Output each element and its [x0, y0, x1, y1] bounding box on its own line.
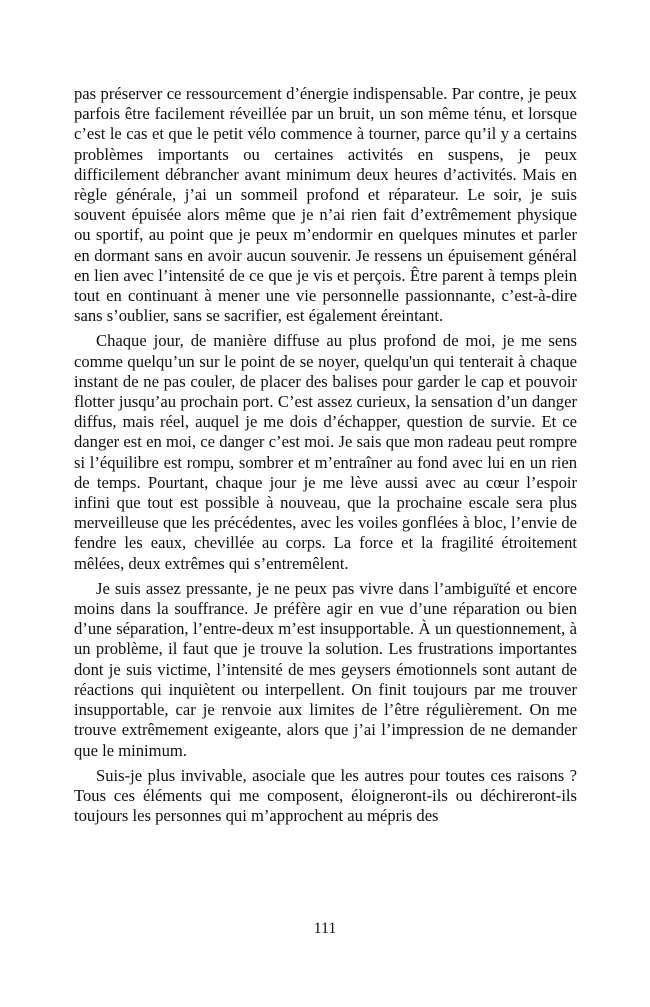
body-text [74, 84, 577, 831]
paragraph-2: Chaque jour, de manière diffuse au plus profond de moi, je me sens comme quelqu’un sur le point de se noyer, quelqu'un qui tenterait à chaque instant de ne pas couler, de placer des balises pour garder le cap et pouvoir flotter jusqu’au prochain port. C’est assez curieux, la sensation d’un danger diffus, mais réel, auquel je me dois d’échapper, question de survie. Et ce danger est en moi, ce danger c’est moi. Je sais que mon radeau peut rompre si l’équilibre est rompu, sombrer et m’entraîner au fond avec lui en un rien de temps. Pourtant, chaque jour je me lève aussi avec au cœur l’espoir infini que tout est possible à nouveau, que la prochaine escale sera plus merveilleuse que les précédentes, avec les voiles gonflées à bloc, l’envie de fendre les eaux, chevillée au corps. La force et la fragilité étroitement mêlées, deux extrêmes qui s’entremêlent. [74, 331, 577, 573]
paragraph-3: Je suis assez pressante, je ne peux pas vivre dans l’ambiguïté et encore moins dans la souffrance. Je préfère agir en vue d’une réparation ou bien d’une séparation, l’entre-deux m’est insupportable. À un questionnement, à un problème, il faut que je trouve la solution. Les frustrations importantes dont je suis victime, l’intensité de mes geysers émotionnels sont autant de réactions qui inquiètent ou interpellent. On finit toujours par me trouver insupportable, car je renvoie aux limites de l’être régulièrement. On me trouve extrêmement exigeante, alors que j’ai l’impression de ne demander que le minimum. [74, 578, 577, 760]
paragraph-4: Suis-je plus invivable, asociale que les autres pour toutes ces raisons ? Tous ces éléments qui me composent, éloigneront-ils ou déchireront-ils toujours les personnes qui m’approchent au mépris des [74, 765, 577, 826]
page-number: 111 [313, 920, 337, 937]
paragraph-1: pas préserver ce ressourcement d’énergie indispensable. Par contre, je peux parfois être facilement réveillée par un bruit, un son même ténu, et lorsque c’est le cas et que le petit vélo commence à tourner, parce qu’il y a certains problèmes importants ou certaines activités en suspens, je peux difficilement débrancher avant minimum deux heures d’activités. Mais en règle générale, j’ai un sommeil profond et réparateur. Le soir, je suis souvent épuisée alors même que je n’ai rien fait d’extrêmement physique ou sportif, au point que je peux m’endormir en quelques minutes et parler en dormant sans en avoir aucun souvenir. Je ressens un épuisement général en lien avec l’intensité de ce que je vis et perçois. Être parent à temps plein tout en continuant à mener une vie personnelle passionnante, c’est-à-dire sans s’oublier, sans se sacrifier, est également éreintant. [74, 84, 577, 326]
